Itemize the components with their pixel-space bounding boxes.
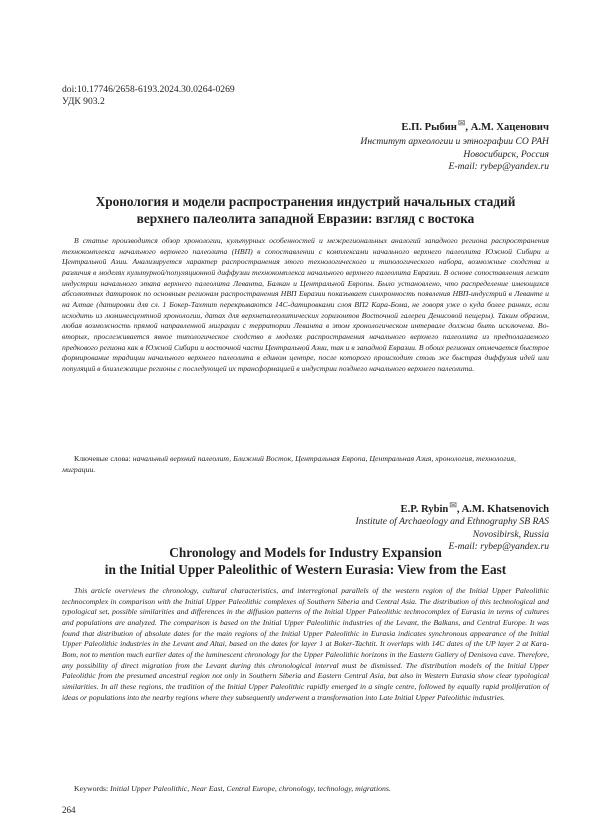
en-title-line-2: in the Initial Upper Paleolithic of Western Eurasia: View from the East — [104, 562, 507, 577]
en-keywords-list: Initial Upper Paleolithic, Near East, Central Europe, chronology, technology, migrations. — [110, 784, 391, 793]
mail-icon: ✉ — [449, 500, 457, 510]
udk-code: УДК 903.2 — [62, 96, 105, 107]
ru-affiliation — [360, 136, 549, 174]
en-affiliation-line-2: Novosibirsk, Russia — [472, 528, 549, 540]
ru-abstract: В статье производится обзор хронологии, культурных особенностей и межрегиональных аналогий западного региона распространения технокомплекса начального верхнего палеолита (НВП) в сопоставлении с комплексами начального верхнего палеолита Южной Сибири и Центральной Азии. Анализируется характер распространения этого технологического и типологического набора, возможные сходства и различия в моделях культурной/популяционной диффузии технокомплекса начального верхнего палеолита Евразии. В основе сопоставления лежат индустрии начального этапа верхнего палеолита Леванта, Балкан и Центральной Европы. Было установлено, что распределение имеющихся абсолютных датировок по основным регионам распространения НВП Евразии показывает синхронность появления НВП-индустрий в Леванте и на Алтае (датировки для сл. 1 Бокер-Тахтит перекрываются 14С-датировками слоя ВП2 Кара-Бома, не говоря уже о куда более ранних, если исходить из люминесцентной хронологии, датах для верхнепалеолитических горизонтов Восточной галереи Денисовой пещеры). Таким образом, любая возможность прямой направленной миграции с территории Леванта в этом хронологическом интервале должна быть исключена. Во-вторых, прослеживается явное типологическое сходство в моделях распространения начального верхнего палеолита из предполагаемого предкового региона как в Южной Сибири и восточной части Центральной Азии, так и в западной Евразии. В обоих регионах отмечается быстрое формирование традиции начального верхнего палеолита в едином центре, после которого происходит столь же быстрая диффузия идей или популяций в близлежащие регионы с последующей их трансформацией в индустрии позднего начального верхнего палеолита. — [62, 236, 549, 373]
ru-authors — [401, 118, 549, 133]
en-email: E-mail: rybep@yandex.ru — [448, 541, 549, 553]
en-title — [62, 544, 549, 578]
ru-keywords-label: Ключевые слова: — [74, 454, 133, 463]
en-author-1: E.P. Rybin — [400, 504, 449, 515]
doi: doi:10.17746/2658-6193.2024.30.0264-0269 — [62, 84, 235, 95]
en-title-line-1: Chronology and Models for Industry Expansion — [169, 545, 442, 560]
page-number: 264 — [62, 805, 76, 815]
ru-affiliation-line-2: Новосибирск, Россия — [463, 148, 549, 160]
ru-keywords-list: начальный верхний палеолит, Ближний Восток, Центральная Европа, Центральная Азия, хронология, технология, миграции. — [62, 454, 516, 474]
en-affiliation-line-1: Institute of Archaeology and Ethnography SB RAS — [355, 516, 549, 527]
en-authors — [401, 500, 549, 515]
ru-author-1: Е.П. Рыбин — [401, 122, 457, 133]
mail-icon: ✉ — [457, 118, 466, 128]
en-abstract: This article overviews the chronology, cultural characteristics, and interregional parallels of the western region of the Initial Upper Paleolithic technocomplex in comparison with the Initial Upper Paleolithic complexes of Southern Siberia and Central Asia. The distribution of this technological and typological set, possible similarities and differences in the diffusion patterns of the Initial Upper Paleolithic technocomplex of Eurasia in terms of cultures and populations are analyzed. The comparison is based on the Initial Upper Paleolithic industries of the Levant, the Balkans, and Central Europe. It was found that distribution of absolute dates for the main regions of the Initial Upper Paleolithic in Eurasia indicates synchronous appearance of the Initial Upper Paleolithic industries in the Levant and Altai, based on the dates for layer 1 at Boker-Tachtit. It overlaps with 14C dates of the UP layer 2 at Kara-Bom, not to mention much earlier dates of the luminescent chronology for the Upper Paleolithic horizons in the Eastern Gallery of Denisova cave. Therefore, any possibility of direct migration from the Levant during this chronological interval must be dismissed. The distribution models of the Initial Upper Paleolithic from the presumed ancestral region not only in Southern Siberia and Eastern Central Asia, but also in Western Eurasia show clear typological similarities. In all these regions, the tradition of the Initial Upper Paleolithic rapidly emerged in a single centre, followed by equally rapid proliferation of ideas or populations into the nearby regions where they subsequently underwent a transformation into Late Initial Upper Paleolithic industries. — [62, 586, 549, 702]
ru-affiliation-line-1: Институт археологии и этнографии СО РАН — [360, 136, 549, 147]
ru-title — [62, 193, 549, 227]
ru-keywords — [62, 454, 549, 475]
ru-title-line-2: верхнего палеолита западной Евразии: взгляд с востока — [136, 211, 475, 226]
en-keywords-label: Keywords: — [74, 784, 111, 793]
ru-author-2: , А.М. Хаценович — [465, 122, 549, 133]
ru-title-line-1: Хронология и модели распространения индустрий начальных стадий — [95, 194, 516, 209]
en-keywords — [62, 784, 549, 795]
ru-email: E-mail: rybep@yandex.ru — [448, 161, 549, 173]
en-author-2: , A.M. Khatsenovich — [456, 504, 549, 515]
